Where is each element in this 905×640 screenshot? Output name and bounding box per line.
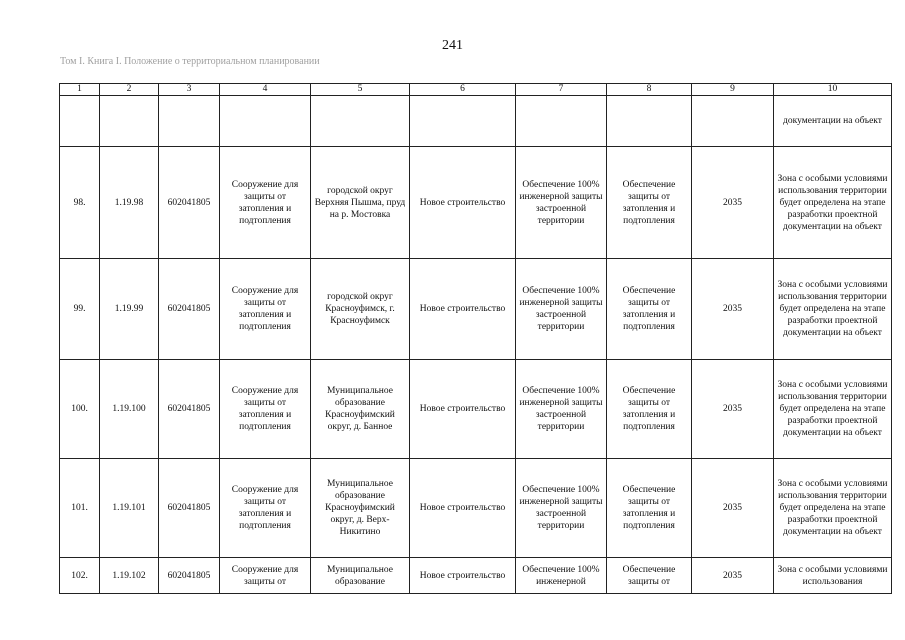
object-purpose: Обеспечение защиты от [607,558,692,594]
object-goal: Обеспечение 100% инженерной защиты застроенной территории [516,259,607,360]
class-code: 602041805 [159,558,220,594]
object-status: Новое строительство [410,147,516,259]
object-purpose: Обеспечение защиты от затопления и подтопления [607,147,692,259]
object-location: Муниципальное образование [311,558,410,594]
object-code: 1.19.100 [100,360,159,459]
object-code: 1.19.102 [100,558,159,594]
column-header: 4 [220,84,311,96]
column-header: 3 [159,84,220,96]
column-header: 8 [607,84,692,96]
object-code: 1.19.101 [100,459,159,558]
table-row [60,259,892,360]
object-status: Новое строительство [410,459,516,558]
table-cell [607,96,692,147]
object-year: 2035 [692,558,774,594]
zone-cell: документации на объект [774,96,892,147]
table-cell [100,96,159,147]
object-location: городской округ Красноуфимск, г. Красноуфимск [311,259,410,360]
table-cell [516,96,607,147]
column-header: 9 [692,84,774,96]
object-location: Муниципальное образование Красноуфимский округ, д. Банное [311,360,410,459]
object-purpose: Обеспечение защиты от затопления и подтопления [607,259,692,360]
column-number-row [60,84,892,96]
object-year: 2035 [692,360,774,459]
table-cell [311,96,410,147]
table-cell [692,96,774,147]
object-goal: Обеспечение 100% инженерной защиты застроенной территории [516,147,607,259]
row-number: 98. [60,147,100,259]
column-header: 6 [410,84,516,96]
object-name: Сооружение для защиты от затопления и подтопления [220,259,311,360]
row-number: 101. [60,459,100,558]
column-header: 7 [516,84,607,96]
column-header: 10 [774,84,892,96]
object-year: 2035 [692,259,774,360]
class-code: 602041805 [159,360,220,459]
zone-cell: Зона с особыми условиями использования территории будет определена на этапе разработки проектной документации на объект [774,459,892,558]
objects-table [59,83,892,594]
object-code: 1.19.99 [100,259,159,360]
continuation-row [60,96,892,147]
table-row-partial [60,558,892,594]
object-name: Сооружение для защиты от затопления и подтопления [220,360,311,459]
object-location: Муниципальное образование Красноуфимский округ, д. Верх-Никитино [311,459,410,558]
column-header: 2 [100,84,159,96]
class-code: 602041805 [159,459,220,558]
object-code: 1.19.98 [100,147,159,259]
object-purpose: Обеспечение защиты от затопления и подтопления [607,459,692,558]
zone-cell: Зона с особыми условиями использования [774,558,892,594]
table-cell [159,96,220,147]
object-name: Сооружение для защиты от затопления и подтопления [220,459,311,558]
table-row [60,360,892,459]
object-goal: Обеспечение 100% инженерной защиты застроенной территории [516,360,607,459]
object-goal: Обеспечение 100% инженерной [516,558,607,594]
zone-cell: Зона с особыми условиями использования территории будет определена на этапе разработки проектной документации на объект [774,147,892,259]
document-header: Том I. Книга I. Положение о территориальном планировании [60,56,320,67]
object-name: Сооружение для защиты от затопления и подтопления [220,147,311,259]
table-cell [410,96,516,147]
object-status: Новое строительство [410,360,516,459]
zone-cell: Зона с особыми условиями использования территории будет определена на этапе разработки проектной документации на объект [774,360,892,459]
table-row [60,459,892,558]
class-code: 602041805 [159,147,220,259]
object-location: городской округ Верхняя Пышма, пруд на р. Мостовка [311,147,410,259]
row-number: 100. [60,360,100,459]
object-name: Сооружение для защиты от [220,558,311,594]
column-header: 5 [311,84,410,96]
row-number: 99. [60,259,100,360]
object-year: 2035 [692,459,774,558]
column-header: 1 [60,84,100,96]
zone-cell: Зона с особыми условиями использования территории будет определена на этапе разработки проектной документации на объект [774,259,892,360]
table-row [60,147,892,259]
object-year: 2035 [692,147,774,259]
page-number: 241 [442,38,463,53]
row-number: 102. [60,558,100,594]
object-purpose: Обеспечение защиты от затопления и подтопления [607,360,692,459]
table-cell [60,96,100,147]
object-status: Новое строительство [410,259,516,360]
object-goal: Обеспечение 100% инженерной защиты застроенной территории [516,459,607,558]
object-status: Новое строительство [410,558,516,594]
class-code: 602041805 [159,259,220,360]
table-cell [220,96,311,147]
